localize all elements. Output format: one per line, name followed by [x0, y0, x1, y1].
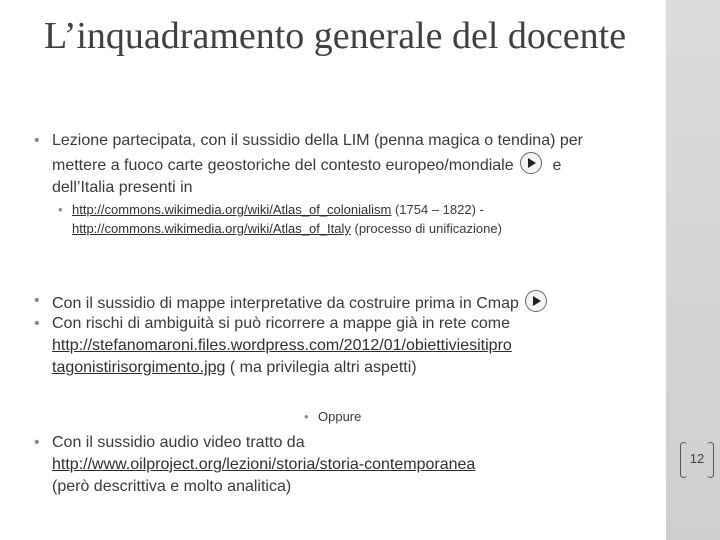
bullet-lezione-partecipata	[34, 130, 612, 199]
sub-bullet-text-end: (processo di unificazione)	[350, 221, 502, 236]
bullet-marker: •	[304, 409, 309, 424]
bullet-text-continued: e dell’Italia presenti in	[52, 157, 562, 196]
bullet-text-end: ( ma privilegia altri aspetti)	[225, 359, 417, 376]
bullet-text: Con il sussidio audio video tratto da	[52, 434, 305, 451]
link-atlas-colonialism[interactable]: http://commons.wikimedia.org/wiki/Atlas_of_colonialism	[72, 202, 392, 217]
bullet-marker: •	[34, 292, 40, 309]
bullet-mappe-interpretative	[34, 290, 652, 315]
link-line-2: tagonistirisorgimento.jpg	[52, 359, 226, 376]
bullet-marker: •	[34, 132, 40, 149]
bullet-text: Lezione partecipata, con il sussidio della LIM (penna magica o tendina) per mettere a fuoco carte geostoriche del contesto europeo/mondiale	[52, 132, 583, 174]
sub-bullet-oppure	[304, 408, 362, 426]
bullet-marker: •	[34, 434, 40, 451]
page-number: 12	[680, 442, 714, 476]
bullet-text: Con il sussidio di mappe interpretative da costruire prima in Cmap	[52, 295, 519, 312]
play-icon[interactable]	[525, 290, 547, 312]
link-line-1: http://stefanomaroni.files.wordpress.com/2012/01/obiettiviesitipro	[52, 337, 512, 354]
bullet-marker: •	[34, 315, 40, 332]
link-oilproject[interactable]: http://www.oilproject.org/lezioni/storia/storia-contemporanea	[52, 456, 476, 473]
sub-bullet-text: (1754 – 1822) -	[391, 202, 484, 217]
bullet-rischi-ambiguita	[34, 313, 652, 379]
bullet-text: Con rischi di ambiguità si può ricorrere a mappe già in rete come	[52, 315, 510, 332]
bullet-text-end: (però descrittiva e molto analitica)	[52, 478, 292, 495]
link-atlas-italy[interactable]: http://commons.wikimedia.org/wiki/Atlas_of_Italy	[72, 221, 351, 236]
bullet-audio-video	[34, 432, 652, 498]
slide-title: L’inquadramento generale del docente	[44, 15, 627, 57]
play-icon[interactable]	[520, 152, 542, 174]
sub-bullet-atlas-links	[58, 200, 642, 238]
sub-bullet-text: Oppure	[318, 409, 362, 424]
bullet-marker: •	[58, 202, 63, 217]
